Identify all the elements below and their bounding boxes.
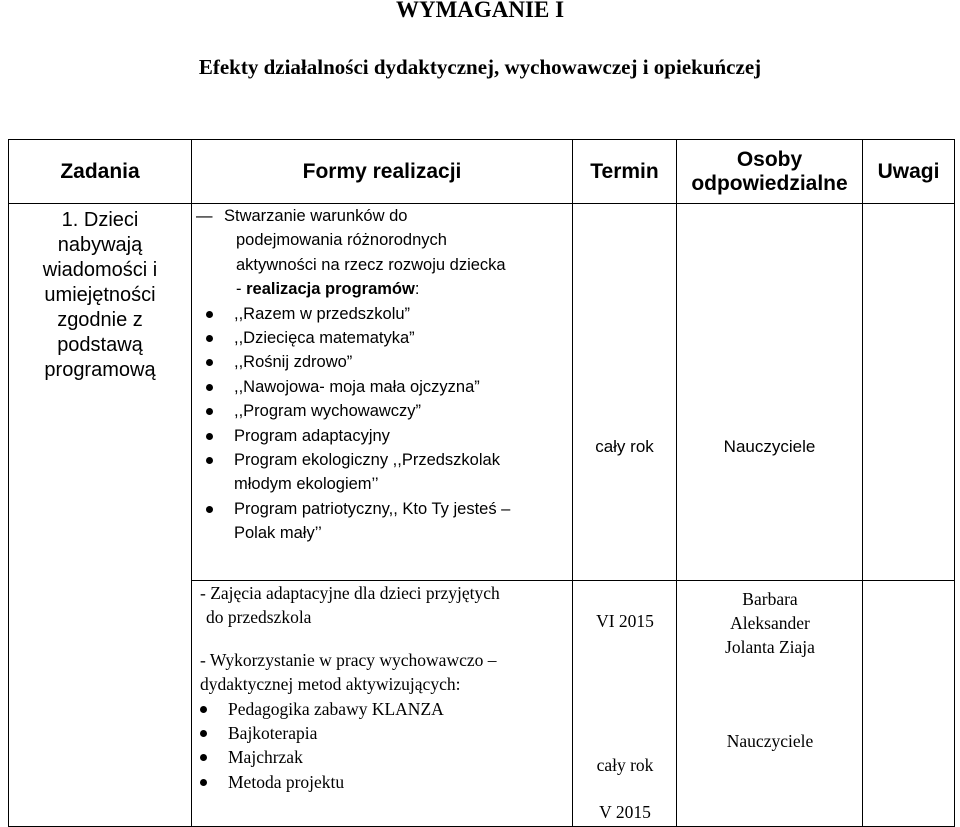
header-uwagi: Uwagi (863, 140, 955, 204)
formy-bold: realizacja programów (246, 280, 415, 299)
formy-prefix: - (236, 280, 247, 299)
zadanie-line: zgodnie z (57, 309, 143, 331)
program-item: ,,Razem w przedszkolu” (192, 302, 572, 326)
osoba-name: Jolanta Ziaja (725, 637, 815, 657)
formy-intro-line: podejmowania różnorodnych (236, 231, 447, 250)
program-item: Program ekologiczny ,,Przedszkolak (192, 448, 572, 472)
termin-cell-1: cały rok (573, 204, 677, 581)
formy-line: - Wykorzystanie w pracy wychowawczo – (200, 649, 497, 670)
formy-cell-2 (192, 581, 573, 827)
header-osoby-line2: odpowiedzialne (691, 171, 848, 195)
program-item-continuation: Polak mały’’ (234, 524, 322, 543)
termin-cell-2 (573, 581, 677, 827)
formy-suffix: : (414, 280, 420, 299)
formy-cell-1 (192, 204, 573, 581)
requirements-table (8, 139, 955, 827)
table-row (9, 204, 955, 581)
header-osoby-line1: Osoby (736, 147, 803, 171)
document-title: WYMAGANIE I (395, 0, 565, 22)
header-termin: Termin (573, 140, 677, 204)
zadanie-cell (9, 204, 192, 827)
zadanie-line: 1. Dzieci (61, 209, 139, 231)
zadanie-line: programową (44, 359, 156, 381)
program-item: Program patriotyczny,, Kto Ty jesteś – (192, 497, 572, 521)
formy-line: - Zajęcia adaptacyjne dla dzieci przyjętych (200, 583, 500, 603)
osoba-name: Aleksander (730, 613, 810, 633)
metoda-item: Majchrzak (192, 745, 572, 769)
formy-intro-line: aktywności na rzecz rozwoju dziecka (236, 255, 506, 274)
termin-value: VI 2015 (596, 611, 654, 631)
program-item: ,,Rośnij zdrowo” (192, 350, 572, 374)
uwagi-cell-2 (863, 581, 955, 827)
zadanie-line: podstawą (57, 334, 143, 356)
program-item: ,,Program wychowawczy” (192, 399, 572, 423)
formy-intro-line: Stwarzanie warunków do (224, 207, 408, 225)
list-item (192, 204, 572, 228)
osoby-cell-1: Nauczyciele (677, 204, 863, 581)
metoda-item: Metoda projektu (192, 770, 572, 794)
termin-value: cały rok (596, 755, 654, 775)
zadanie-line: wiadomości i (42, 259, 158, 281)
zadanie-line: umiejętności (44, 284, 156, 306)
header-zadania: Zadania (9, 140, 192, 204)
header-osoby (677, 140, 863, 204)
spacer (192, 630, 572, 648)
termin-value: V 2015 (599, 802, 651, 822)
metoda-item: Pedagogika zabawy KLANZA (192, 697, 572, 721)
header-formy: Formy realizacji (192, 140, 573, 204)
osoby-cell-2 (677, 581, 863, 827)
program-item: ,,Nawojowa- moja mała ojczyzna” (192, 375, 572, 399)
osoby-value: Nauczyciele (726, 731, 814, 751)
header-row (9, 140, 955, 204)
program-item: ,,Dziecięca matematyka” (192, 326, 572, 350)
zadanie-line: nabywają (57, 234, 143, 256)
program-item: Program adaptacyjny (192, 424, 572, 448)
formy-line: dydaktycznej metod aktywizujących: (200, 674, 461, 695)
program-item-continuation: młodym ekologiem’’ (234, 475, 379, 494)
formy-programs-heading (192, 277, 572, 301)
metoda-item: Bajkoterapia (192, 721, 572, 745)
osoba-name: Barbara (742, 589, 798, 609)
dash-icon: — (196, 207, 213, 225)
document-subtitle: Efekty działalności dydaktycznej, wychowawczej i opiekuńczej (198, 55, 762, 79)
formy-line: do przedszkola (206, 607, 312, 628)
uwagi-cell-1 (863, 204, 955, 581)
osoby-names (677, 587, 863, 659)
